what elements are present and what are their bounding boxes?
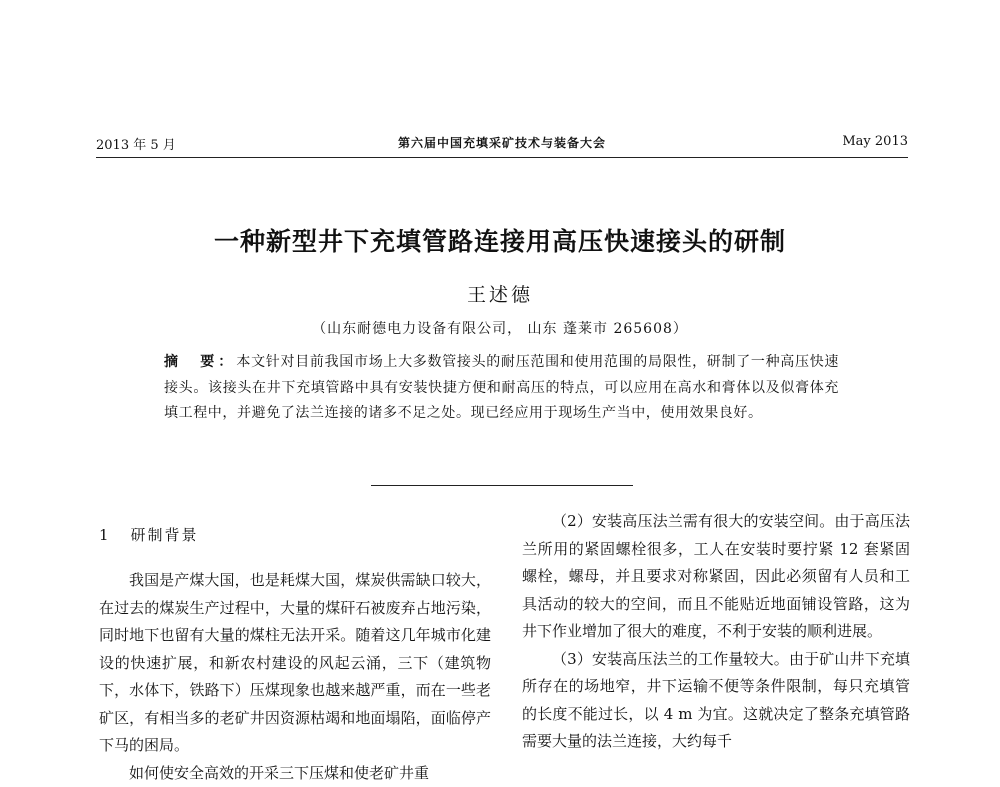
paper-title: 一种新型井下充填管路连接用高压快速接头的研制 bbox=[0, 222, 1000, 258]
section-number: 1 bbox=[99, 526, 111, 544]
header-rule bbox=[96, 157, 908, 158]
header-conference: 第六届中国充填采矿技术与装备大会 bbox=[96, 134, 908, 151]
header-date-english: May 2013 bbox=[842, 134, 908, 149]
paragraph: 我国是产煤大国，也是耗煤大国，煤炭供需缺口较大，在过去的煤炭生产过程中，大量的煤矸石被废弃占地污染，同时地下也留有大量的煤柱无法开采。随着这几年城市化建设的快速扩展，和新农村建设的风起云涌，三下（建筑物下，水体下，铁路下）压煤现象也越来越严重，而在一些老矿区，有相当多的老矿井因资源枯竭和地面塌陷，面临停产下马的困局。 bbox=[99, 567, 491, 760]
section-title: 研制背景 bbox=[131, 526, 199, 544]
abstract-label: 摘 要： bbox=[164, 354, 236, 370]
header-date: 2013 年 5 月 bbox=[96, 134, 176, 153]
paragraph-cutoff: 如何使安全高效的开采三下压煤和使老矿井重 bbox=[99, 760, 491, 787]
abstract-text: 本文针对目前我国市场上大多数管接头的耐压范围和使用范围的局限性，研制了一种高压快速接头。该接头在井下充填管路中具有安装快捷方便和耐高压的特点，可以应用在高水和膏体以及似膏体充填工程中，并避免了法兰连接的诸多不足之处。现已经应用于现场生产当中，使用效果良好。 bbox=[164, 354, 839, 421]
section-heading bbox=[99, 524, 491, 545]
right-column bbox=[522, 508, 910, 756]
left-column bbox=[99, 524, 491, 787]
abstract bbox=[164, 350, 839, 427]
paragraph: （2）安装高压法兰需有很大的安装空间。由于高压法兰所用的紧固螺栓很多，工人在安装时要拧紧 12 套紧固螺栓，螺母，并且要求对称紧固，因此必须留有人员和工具活动的较大的空间，而且不能贴近地面铺设管路，这为井下作业增加了很大的难度，不利于安装的顺利进展。 bbox=[522, 508, 910, 646]
running-header bbox=[96, 134, 908, 156]
abstract-rule bbox=[371, 485, 633, 486]
author: 王述德 bbox=[0, 280, 1000, 307]
paragraph: （3）安装高压法兰的工作量较大。由于矿山井下充填所存在的场地窄，井下运输不便等条件限制，每只充填管的长度不能过长，以 4 m 为宜。这就决定了整条充填管路需要大量的法兰连接，大约每千 bbox=[522, 646, 910, 756]
affiliation: （山东耐德电力设备有限公司， 山东 蓬莱市 265608） bbox=[0, 318, 1000, 338]
